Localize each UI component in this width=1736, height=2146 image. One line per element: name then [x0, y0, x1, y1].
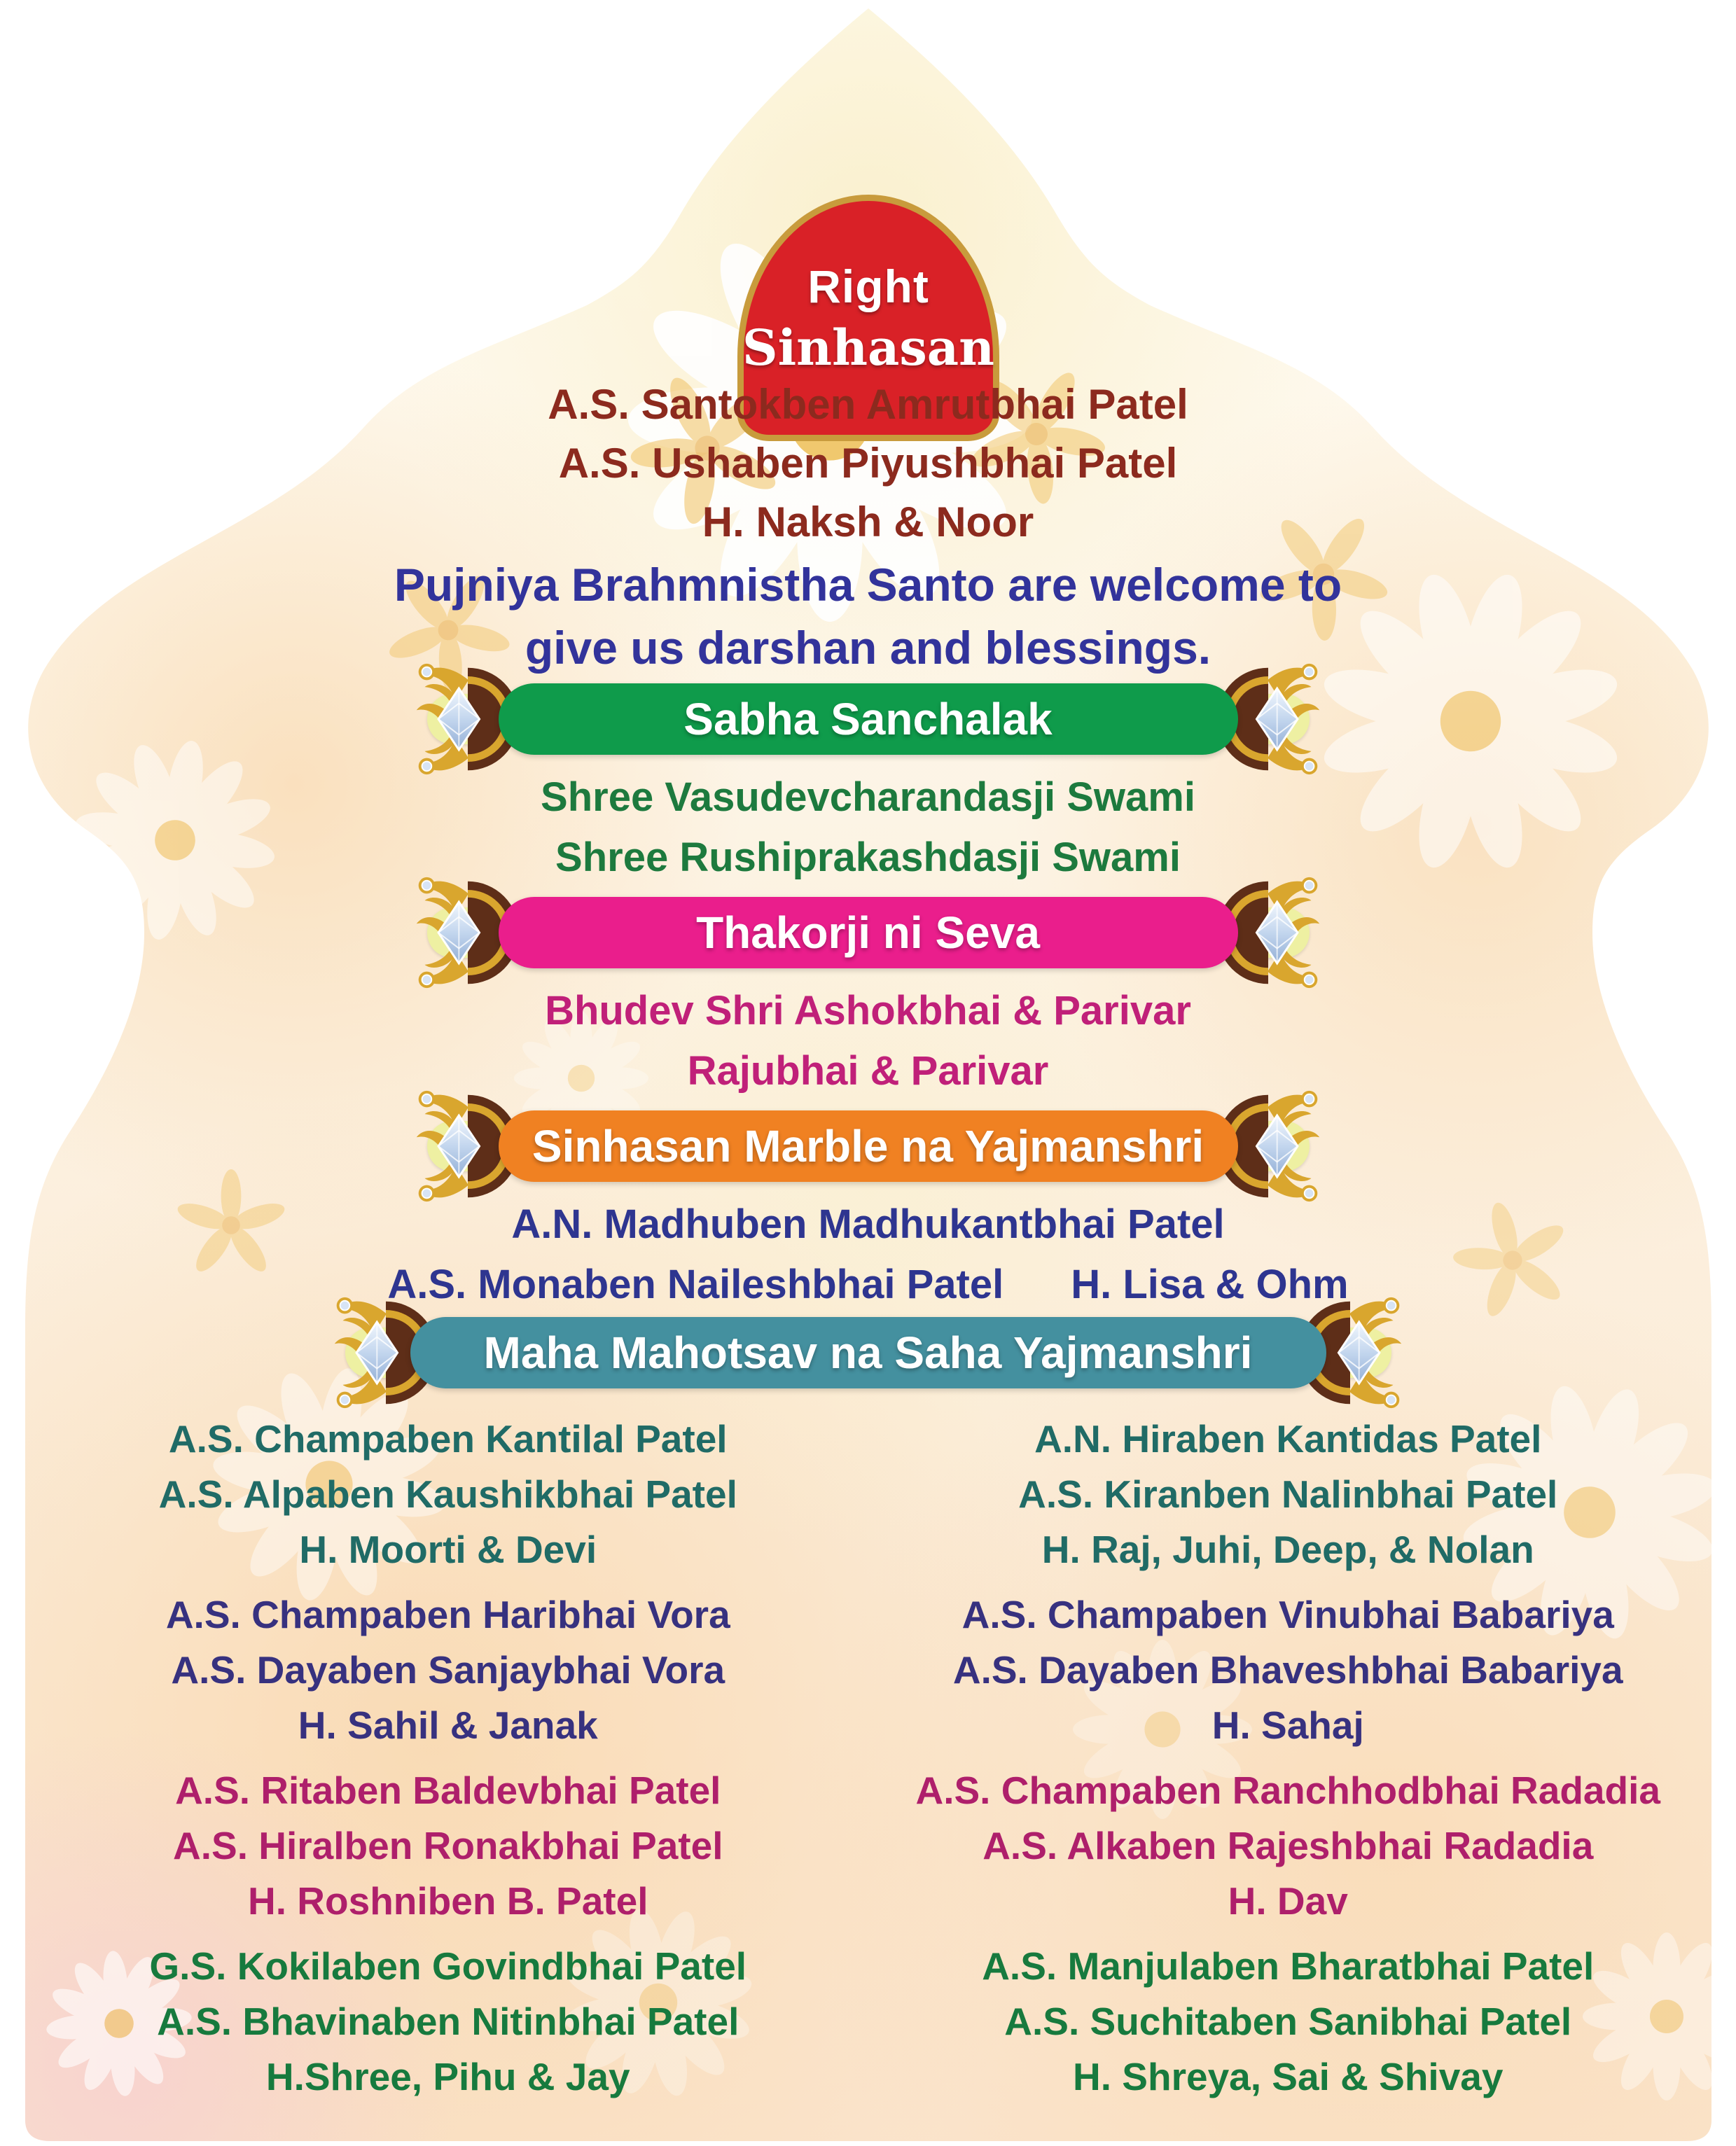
name-line: A.S. Dayaben Bhaveshbhai Babariya	[952, 1648, 1623, 1692]
welcome-message	[0, 553, 1736, 679]
name-line: H. Sahil & Janak	[298, 1703, 598, 1747]
name-line: A.S. Ritaben Baldevbhai Patel	[175, 1769, 721, 1812]
banner-maha-mahotsav	[0, 1317, 1736, 1388]
badge-line-2: Sinhasan	[742, 318, 994, 377]
name-line: Shree Rushiprakashdasji Swami	[555, 835, 1181, 880]
name-line: Shree Vasudevcharandasji Swami	[541, 774, 1195, 820]
name-line: A.N. Madhuben Madhukantbhai Patel	[511, 1201, 1225, 1247]
name-group	[868, 1763, 1709, 1929]
name-line: H. Shreya, Sai & Shivay	[1073, 2055, 1504, 2098]
name-line: A.S. Monaben Naileshbhai Patel	[387, 1262, 1004, 1307]
name-group	[868, 1412, 1709, 1577]
name-line: A.S. Manjulaben Bharatbhai Patel	[982, 1944, 1595, 1988]
name-line: Bhudev Shri Ashokbhai & Parivar	[545, 988, 1191, 1033]
welcome-line: give us darshan and blessings.	[525, 622, 1211, 674]
welcome-line: Pujniya Brahmnistha Santo are welcome to	[394, 559, 1342, 611]
name-line: H. Lisa & Ohm	[1071, 1262, 1349, 1307]
name-line: A.S. Hiralben Ronakbhai Patel	[173, 1824, 723, 1867]
name-group	[28, 1763, 868, 1929]
name-line: A.S. Suchitaben Sanibhai Patel	[1004, 2000, 1572, 2043]
name-line: A.S. Alkaben Rajeshbhai Radadia	[982, 1824, 1594, 1867]
sabha-names	[0, 767, 1736, 888]
name-line: A.S. Bhavinaben Nitinbhai Patel	[157, 2000, 739, 2043]
name-line: A.N. Hiraben Kantidas Patel	[1034, 1417, 1542, 1461]
banner-title: Sabha Sanchalak	[683, 694, 1053, 744]
name-line: Rajubhai & Parivar	[687, 1048, 1049, 1094]
name-line: A.S. Ushaben Piyushbhai Patel	[558, 440, 1178, 487]
banner-title: Maha Mahotsav na Saha Yajmanshri	[483, 1328, 1253, 1378]
badge-line-1: Right	[807, 260, 929, 312]
banner-capsule	[499, 897, 1238, 968]
banner-sinhasan-marble	[0, 1110, 1736, 1182]
name-group	[28, 1412, 868, 1577]
name-group	[28, 1939, 868, 2105]
intro-names	[0, 375, 1736, 552]
name-line: H. Raj, Juhi, Deep, & Nolan	[1041, 1528, 1534, 1571]
name-line: A.S. Kiranben Nalinbhai Patel	[1018, 1472, 1558, 1516]
name-line: A.S. Dayaben Sanjaybhai Vora	[171, 1648, 725, 1692]
name-line: A.S. Champaben Vinubhai Babariya	[961, 1593, 1614, 1636]
name-line: H. Roshniben B. Patel	[248, 1879, 648, 1923]
banner-capsule	[410, 1317, 1326, 1388]
banner-thakorji-ni-seva	[0, 897, 1736, 968]
name-line-pair	[0, 1255, 1736, 1315]
donor-columns	[28, 1412, 1708, 2114]
name-line: A.S. Santokben Amrutbhai Patel	[548, 381, 1188, 428]
marble-names	[0, 1194, 1736, 1315]
banner-sabha-sanchalak	[0, 683, 1736, 755]
name-line: H. Moorti & Devi	[299, 1528, 597, 1571]
name-line: A.S. Champaben Haribhai Vora	[165, 1593, 730, 1636]
banner-title: Thakorji ni Seva	[696, 907, 1040, 958]
banner-capsule	[499, 1110, 1238, 1182]
name-line: H.Shree, Pihu & Jay	[265, 2055, 630, 2098]
column-right	[868, 1412, 1709, 2114]
name-line: H. Dav	[1228, 1879, 1348, 1923]
name-group	[868, 1939, 1709, 2105]
name-line: H. Naksh & Noor	[702, 499, 1034, 545]
name-line: H. Sahaj	[1211, 1703, 1364, 1747]
banner-title: Sinhasan Marble na Yajmanshri	[532, 1121, 1204, 1171]
banner-capsule	[499, 683, 1238, 755]
name-group	[28, 1587, 868, 1753]
column-left	[28, 1412, 868, 2114]
name-line: A.S. Champaben Kantilal Patel	[168, 1417, 728, 1461]
thakorji-names	[0, 981, 1736, 1101]
name-group	[868, 1587, 1709, 1753]
name-line: A.S. Champaben Ranchhodbhai Radadia	[915, 1769, 1660, 1812]
name-line: A.S. Alpaben Kaushikbhai Patel	[158, 1472, 737, 1516]
name-line: G.S. Kokilaben Govindbhai Patel	[149, 1944, 747, 1988]
